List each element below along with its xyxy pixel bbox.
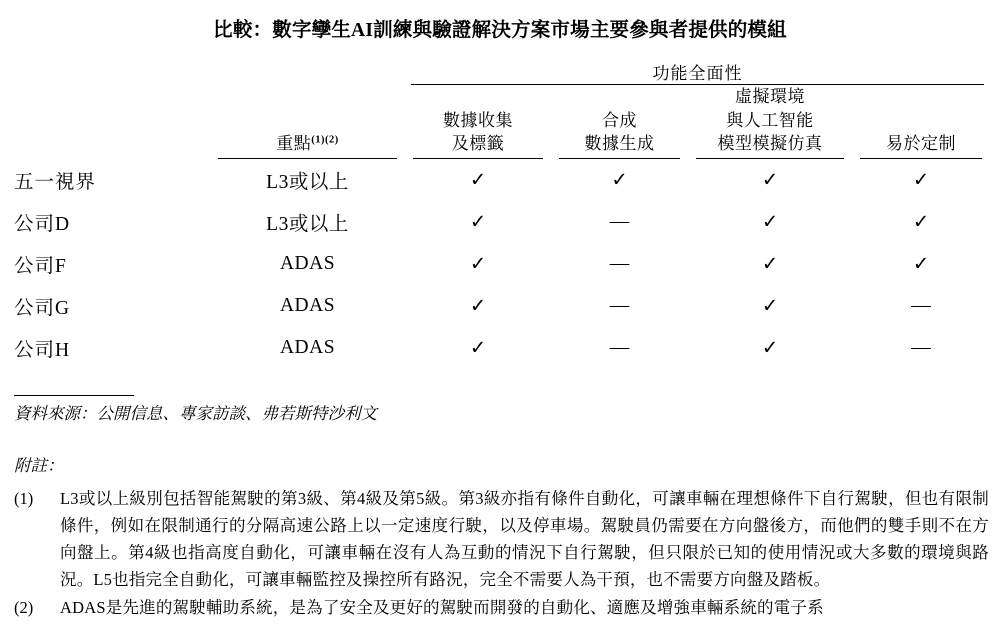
- note-text: ADAS是先進的駕駛輔助系統，是為了安全及更好的駕駛而開發的自動化、適應及增強車輛系統的電子系: [60, 598, 824, 618]
- page-title: 比較：數字孿生AI訓練與驗證解決方案市場主要參與者提供的模組: [213, 20, 787, 41]
- notes-title: 附註：: [14, 456, 64, 476]
- row-mark-synthetic-data: —: [609, 336, 630, 358]
- spacer-cell: [210, 59, 405, 84]
- row-mark-customization: ✓: [912, 253, 930, 275]
- header-cell-name: [10, 85, 210, 155]
- row-focus: ADAS: [279, 252, 336, 274]
- row-mark-customization: —: [911, 336, 931, 358]
- row-focus: ADAS: [279, 294, 336, 316]
- row-mark-synthetic-data: —: [609, 252, 630, 274]
- header-cell-data-collection: [405, 85, 551, 155]
- table-row: [10, 159, 990, 201]
- table-row: [10, 201, 990, 243]
- row-company-name: 五一視界: [14, 171, 97, 193]
- row-mark-data-collection: ✓: [469, 295, 487, 317]
- header-cell-virtual-environment: [688, 85, 852, 155]
- note-item: [14, 595, 989, 622]
- source-text: 資料來源：公開信息、專家訪談、弗若斯特沙利文: [14, 403, 377, 423]
- group-header-functional-coverage: 功能全面性: [652, 64, 743, 84]
- source-section: [14, 395, 974, 427]
- row-mark-virtual-environment: ✓: [761, 211, 779, 233]
- row-mark-synthetic-data: ✓: [611, 169, 628, 191]
- note-text: L3或以上級別包括智能駕駛的第3級、第4級及第5級。第3級亦指有條件自動化，可讓車輛在理想條件下自行駕駛，但也有限制條件，例如在限制通行的分隔高速公路上以一定速度行駛，以及停車場。駕駛員仍需要在方向盤後方，而他們的雙手則不在方向盤上。第4級也指高度自動化，可讓車輛在沒有人為互動的情況下自行駕駛，但只限於已知的使用情況或大多數的環境與路況。L5也指完全自動化，可讓車輛監控及操控所有路況，完全不需要人為干預，也不需要方向盤及踏板。: [60, 489, 989, 589]
- row-mark-synthetic-data: —: [609, 294, 630, 316]
- row-mark-data-collection: ✓: [469, 253, 487, 275]
- row-company-name: 公司F: [14, 255, 67, 277]
- spacer-cell: [10, 59, 210, 84]
- note-number: (1): [14, 489, 34, 509]
- row-mark-customization: —: [911, 294, 931, 316]
- row-company-name: 公司D: [14, 213, 71, 235]
- header-c1-line2: 及標籤: [451, 134, 505, 154]
- table-row: [10, 285, 990, 327]
- row-mark-virtual-environment: ✓: [761, 337, 779, 359]
- header-c2-line2: 數據生成: [584, 134, 655, 154]
- note-number: (2): [14, 598, 34, 618]
- row-focus: ADAS: [279, 336, 336, 358]
- row-focus: L3或以上: [266, 171, 349, 193]
- row-company-name: 公司G: [14, 297, 71, 319]
- row-mark-data-collection: ✓: [469, 169, 487, 191]
- row-mark-customization: ✓: [912, 169, 930, 191]
- row-company-name: 公司H: [14, 339, 71, 361]
- row-mark-virtual-environment: ✓: [761, 169, 779, 191]
- header-cell-focus: [210, 85, 405, 155]
- row-mark-virtual-environment: ✓: [761, 295, 779, 317]
- row-mark-virtual-environment: ✓: [761, 253, 779, 275]
- header-c3-line3: 模型模擬仿真: [717, 134, 823, 154]
- row-mark-customization: ✓: [912, 211, 930, 233]
- row-mark-data-collection: ✓: [469, 211, 487, 233]
- table-group-header-row: [10, 59, 990, 84]
- row-mark-synthetic-data: —: [609, 210, 630, 232]
- notes-section: [14, 452, 989, 622]
- note-item: [14, 486, 989, 593]
- header-cell-customization: 易於定制: [886, 134, 956, 154]
- table-row: [10, 327, 990, 369]
- header-cell-synthetic-data: [551, 85, 688, 155]
- header-c3-line2: 與人工智能: [726, 110, 814, 130]
- table-row: [10, 243, 990, 285]
- table-header-row: [10, 85, 990, 155]
- row-focus: L3或以上: [266, 213, 349, 235]
- header-c1-line1: 數據收集: [443, 110, 513, 130]
- source-divider: [14, 395, 134, 396]
- header-c3-line1: 虛擬環境: [735, 87, 805, 107]
- header-focus-footnote: (1)(2): [311, 134, 339, 146]
- header-c2-line1: 合成: [602, 110, 637, 130]
- header-focus-label: 重點: [276, 134, 312, 154]
- comparison-table: [10, 59, 990, 368]
- row-mark-data-collection: ✓: [469, 337, 487, 359]
